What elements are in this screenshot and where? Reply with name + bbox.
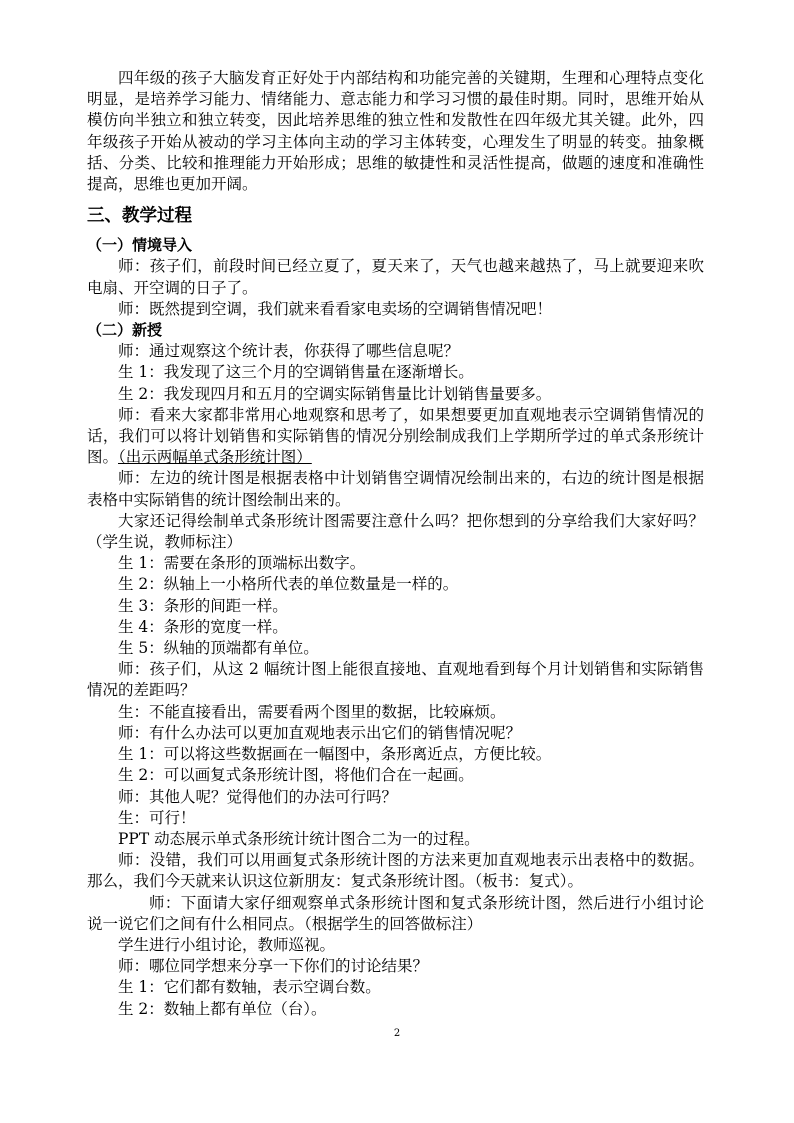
dialogue-line: 师：左边的统计图是根据表格中计划销售空调情况绘制出来的，右边的统计图是根据表格中实际销售的统计图绘制出来的。 <box>87 469 704 509</box>
subsection-heading-new-lesson: （二）新授 <box>87 321 163 340</box>
dialogue-line: 生 3：条形的间距一样。 <box>118 596 288 615</box>
dialogue-line: 生：不能直接看出，需要看两个图里的数据，比较麻烦。 <box>118 702 506 721</box>
dialogue-line: 师：通过观察这个统计表，你获得了哪些信息呢？ <box>118 342 460 361</box>
dialogue-line: 师：其他人呢？觉得他们的办法可行吗？ <box>118 787 398 806</box>
page-body <box>87 68 704 1020</box>
dialogue-line: 生 1：可以将这些数据画在一幅图中，条形离近点，方便比较。 <box>118 745 552 764</box>
dialogue-line: 生 2：可以画复式条形统计图，将他们合在一起画。 <box>118 766 474 785</box>
dialogue-line: 师：有什么办法可以更加直观地表示出它们的销售情况呢？ <box>118 723 522 742</box>
dialogue-line: 生 2：我发现四月和五月的空调实际销售量比计划销售量要多。 <box>118 384 552 403</box>
dialogue-line: 生 5：纵轴的顶端都有单位。 <box>118 639 319 658</box>
underlined-note: （出示两幅单式条形统计图） <box>118 448 312 467</box>
dialogue-line: 生 1：它们都有数轴，表示空调台数。 <box>118 978 381 997</box>
dialogue-line: 师：哪位同学想来分享一下你们的讨论结果？ <box>118 957 429 976</box>
dialogue-line: 师：既然提到空调，我们就来看看家电卖场的空调销售情况吧！ <box>118 299 553 318</box>
dialogue-line: 师：孩子们，前段时间已经立夏了，夏天来了，天气也越来越热了，马上就要迎来吹电扇、开空调的日子了。 <box>87 257 704 297</box>
intro-paragraph: 四年级的孩子大脑发育正好处于内部结构和功能完善的关键期，生理和心理特点变化明显，是培养学习能力、情绪能力、意志能力和学习习惯的最佳时期。同时，思维开始从模仿向半独立和独立转变，因此培养思维的独立性和发散性在四年级尤其关键。此外，四年级孩子开始从被动的学习主体向主动的学习主体转变，心理发生了明显的转变。抽象概括、分类、比较和推理能力开始形成；思维的敏捷性和灵活性提高，做题的速度和准确性提高，思维也更加开阔。 <box>87 69 704 194</box>
dialogue-line: 生 1：需要在条形的顶端标出数字。 <box>118 554 366 573</box>
dialogue-line: 学生进行小组讨论，教师巡视。 <box>118 935 336 954</box>
dialogue-line <box>87 405 704 469</box>
subsection-heading-intro: （一）情境导入 <box>87 236 193 255</box>
dialogue-line: 大家还记得绘制单式条形统计图需要注意什么吗？把你想到的分享给我们大家好吗？（学生说，教师标注） <box>87 511 704 552</box>
dialogue-text: 师：看来大家都非常用心地观察和思考了，如果想要更加直观地表示空调销售情况的话，我们可以将计划销售和实际销售的情况分别绘制成我们上学期所学过的单式条形统计图。 <box>87 405 704 467</box>
dialogue-line: 生 4：条形的宽度一样。 <box>118 617 288 636</box>
dialogue-line: 师：没错，我们可以用画复式条形统计图的方法来更加直观地表示出表格中的数据。那么，我们今天就来认识这位新朋友：复式条形统计图。（板书：复式）。 <box>87 851 704 891</box>
page-number: 2 <box>393 1028 401 1039</box>
dialogue-line: 师：下面请大家仔细观察单式条形统计图和复式条形统计图，然后进行小组讨论说一说它们之间有什么相同点。（根据学生的回答做标注） <box>87 893 704 933</box>
dialogue-line: 生：可行！ <box>118 808 196 827</box>
dialogue-line: 生 1：我发现了这三个月的空调销售量在逐渐增长。 <box>118 363 474 382</box>
dialogue-line: 师：孩子们，从这 2 幅统计图上能很直接地、直观地看到每个月计划销售和实际销售情况的差距吗？ <box>87 660 704 700</box>
dialogue-line: 生 2：数轴上都有单位（台）。 <box>118 999 327 1018</box>
dialogue-line: 生 2：纵轴上一小格所代表的单位数量是一样的。 <box>118 575 459 594</box>
section-heading: 三、教学过程 <box>87 206 192 227</box>
dialogue-line: PPT 动态展示单式条形统计统计图合二为一的过程。 <box>118 829 480 848</box>
